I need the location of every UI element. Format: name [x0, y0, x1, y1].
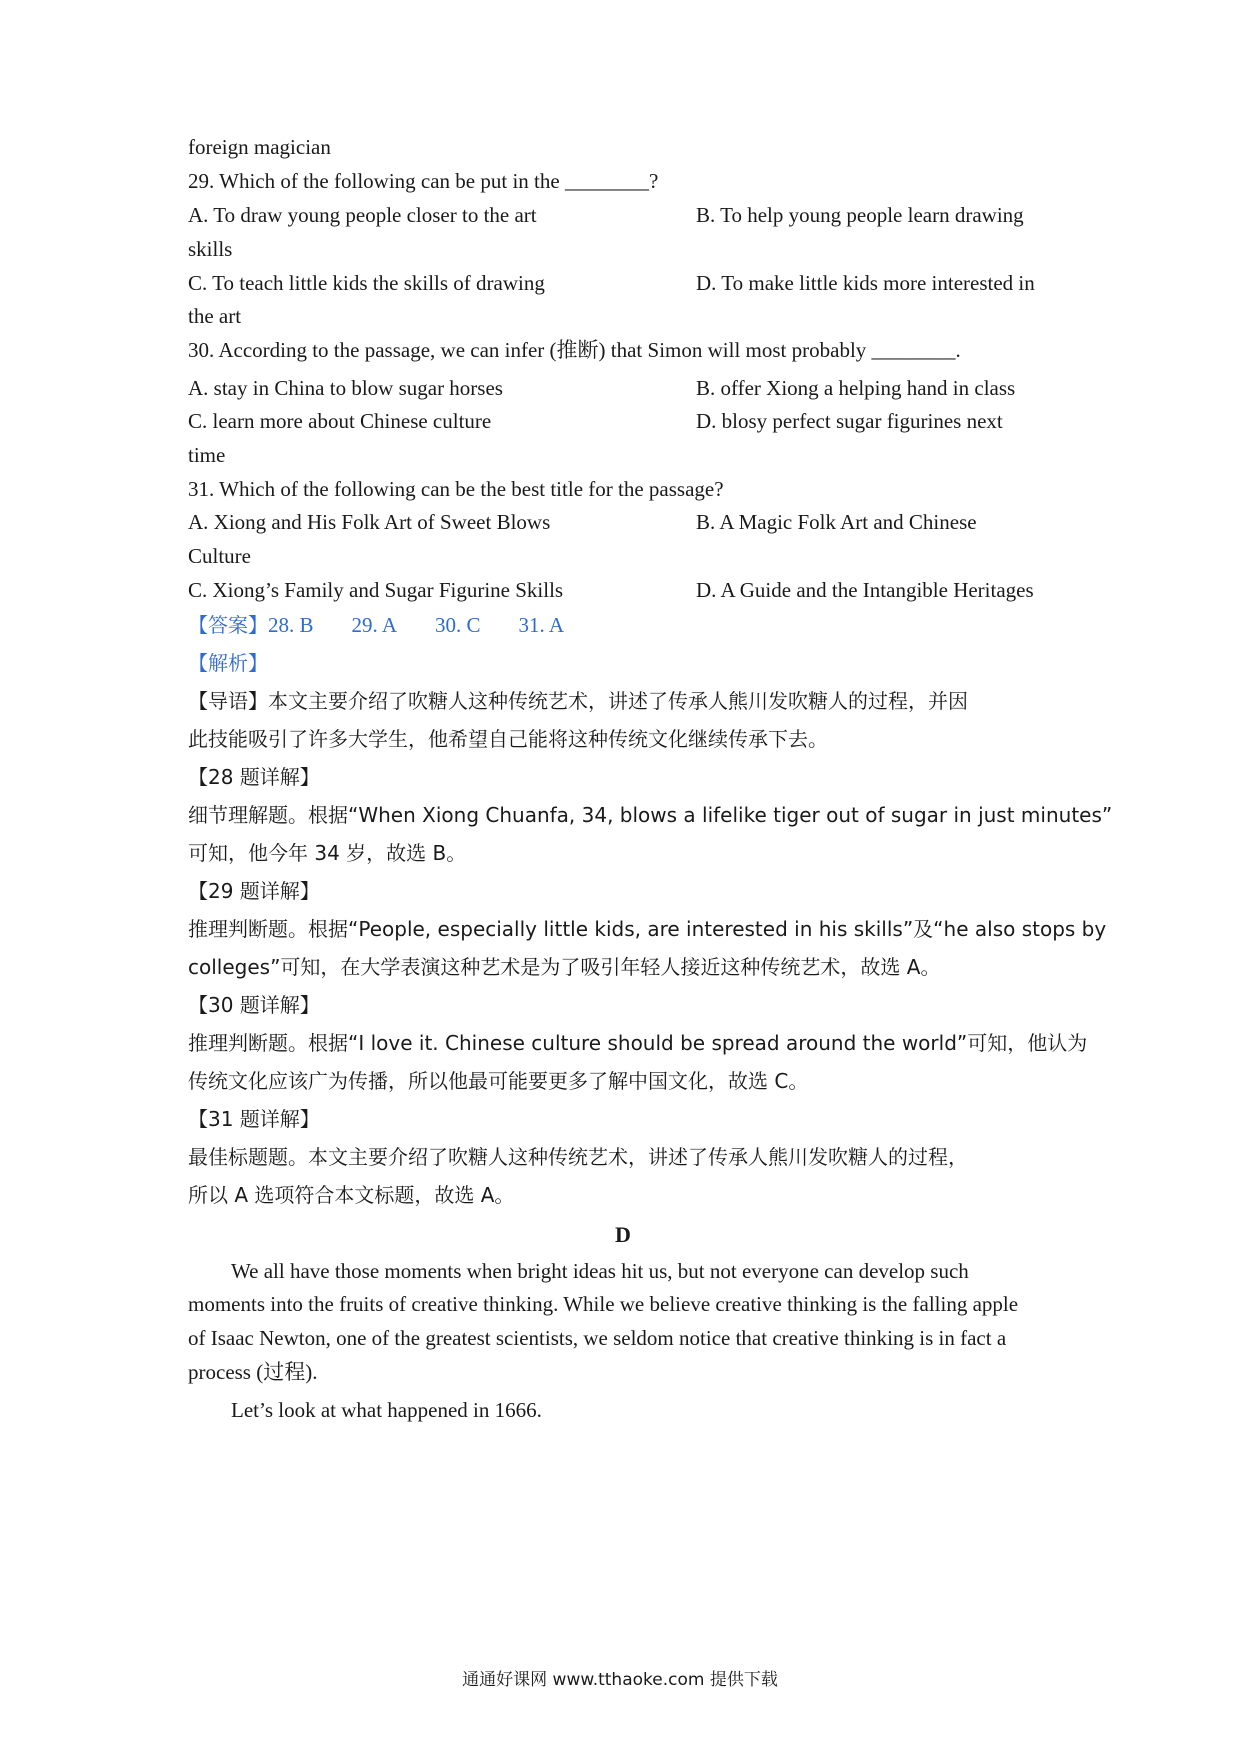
detail-31-title: 【31 题详解】	[188, 1107, 320, 1131]
passage-paragraph-2: Let’s look at what happened in 1666.	[231, 1398, 542, 1422]
detail-30-title: 【30 题详解】	[188, 993, 320, 1017]
q29-option-a: A. To draw young people closer to the art	[188, 203, 537, 227]
section-heading: D	[615, 1222, 631, 1247]
detail-28-line-2: 可知，他今年 34 岁，故选 B。	[188, 841, 467, 865]
q30-option-d: D. blosy perfect sugar figurines next	[696, 409, 1003, 433]
answer-item: 28. B	[268, 613, 314, 637]
q30-option-d-wrap: time	[188, 443, 226, 467]
answer-item: 30. C	[435, 613, 481, 637]
detail-31-line-2: 所以 A 选项符合本文标题，故选 A。	[188, 1183, 515, 1207]
q29-option-c: C. To teach little kids the skills of drawing	[188, 271, 545, 295]
q29-option-d: D. To make little kids more interested in	[696, 271, 1035, 295]
q29-option-d-wrap: the art	[188, 304, 242, 328]
guide-line-2: 此技能吸引了许多大学生，他希望自己能将这种传统文化继续传承下去。	[188, 727, 828, 751]
guide-line-1: 【导语】本文主要介绍了吹糖人这种传统艺术，讲述了传承人熊川发吹糖人的过程，并因	[188, 689, 968, 713]
page-footer: 通通好课网 www.tthaoke.com 提供下载	[462, 1670, 778, 1690]
passage-line: moments into the fruits of creative thinking. While we believe creative thinking is the falling apple	[188, 1292, 1019, 1316]
answer-label: 【答案】	[188, 613, 268, 637]
detail-30-line-1: 推理判断题。根据“I love it. Chinese culture should be spread around the world”可知，他认为	[188, 1031, 1088, 1055]
passage-line: We all have those moments when bright ideas hit us, but not everyone can develop such	[231, 1259, 969, 1283]
answer-line	[188, 613, 564, 637]
q31-option-d: D. A Guide and the Intangible Heritages	[696, 578, 1034, 602]
detail-30-line-2: 传统文化应该广为传播，所以他最可能要更多了解中国文化，故选 C。	[188, 1069, 809, 1093]
document-page	[188, 0, 1113, 1754]
q31-option-c: C. Xiong’s Family and Sugar Figurine Skills	[188, 578, 564, 602]
passage-line: of Isaac Newton, one of the greatest scientists, we seldom notice that creative thinking is in fact a	[188, 1326, 1007, 1350]
q30-option-c: C. learn more about Chinese culture	[188, 409, 492, 433]
q31-option-b-wrap: Culture	[188, 544, 251, 568]
detail-29-line-2: colleges”可知，在大学表演这种艺术是为了吸引年轻人接近这种传统艺术，故选 A。	[188, 955, 941, 979]
q31-option-a: A. Xiong and His Folk Art of Sweet Blows	[188, 510, 551, 534]
question-30-stem: 30. According to the passage, we can infer (推断) that Simon will most probably ________.	[188, 338, 961, 362]
detail-29-line-1: 推理判断题。根据“People, especially little kids, are interested in his skills”及“he also stops by	[188, 917, 1107, 941]
answer-item: 29. A	[351, 613, 398, 637]
q30-option-a: A. stay in China to blow sugar horses	[188, 376, 503, 400]
q29-option-b-wrap: skills	[188, 237, 233, 261]
detail-28-line-1: 细节理解题。根据“When Xiong Chuanfa, 34, blows a lifelike tiger out of sugar in just minutes”	[188, 803, 1113, 827]
passage-line: process (过程).	[188, 1360, 318, 1384]
detail-31-line-1: 最佳标题题。本文主要介绍了吹糖人这种传统艺术，讲述了传承人熊川发吹糖人的过程，	[188, 1145, 968, 1169]
detail-28-title: 【28 题详解】	[188, 765, 320, 789]
detail-29-title: 【29 题详解】	[188, 879, 320, 903]
continuation-text: foreign magician	[188, 135, 331, 159]
question-29-stem: 29. Which of the following can be put in the ________?	[188, 169, 659, 193]
analysis-label: 【解析】	[188, 651, 268, 675]
question-31-stem: 31. Which of the following can be the best title for the passage?	[188, 477, 724, 501]
answer-item: 31. A	[518, 613, 565, 637]
q31-option-b: B. A Magic Folk Art and Chinese	[696, 510, 977, 534]
q30-option-b: B. offer Xiong a helping hand in class	[696, 376, 1016, 400]
q29-option-b: B. To help young people learn drawing	[696, 203, 1024, 227]
